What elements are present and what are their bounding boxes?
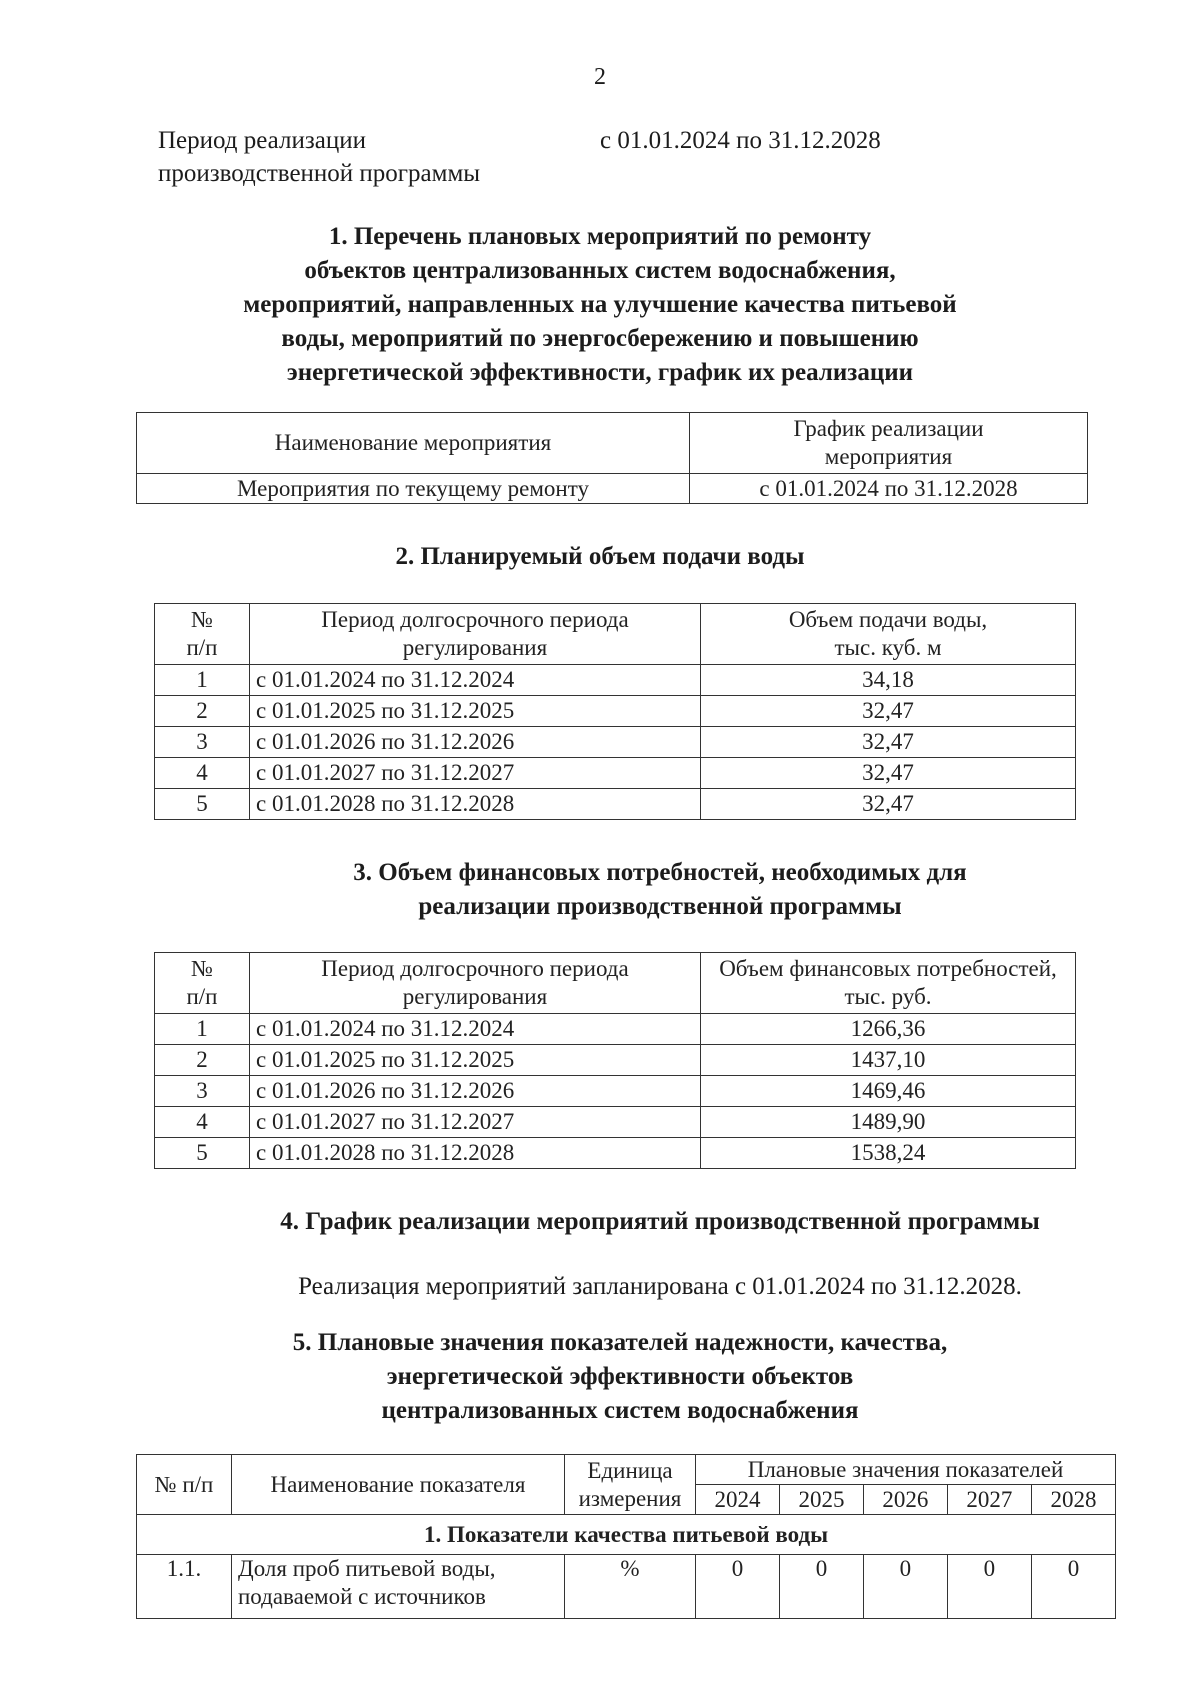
table-row [155,1138,1076,1169]
table-row [155,727,1076,758]
page-number: 2 [594,64,606,90]
row-num: 3 [155,727,250,758]
header-year: 2024 [696,1485,780,1515]
row-volume: 32,47 [701,696,1076,727]
header-num: № п/п [137,1455,232,1515]
row-value: 0 [947,1555,1031,1619]
table-row [155,789,1076,820]
header-period: Период долгосрочного периода регулирования [250,953,701,1014]
row-volume: 32,47 [701,758,1076,789]
table-row [155,1045,1076,1076]
table-row [155,1014,1076,1045]
table-row [155,665,1076,696]
header-measure-schedule: График реализации мероприятия [690,413,1088,474]
row-period: с 01.01.2026 по 31.12.2026 [250,727,701,758]
section5-title: 5. Плановые значения показателей надежности, качества, энергетической эффективности объектов централизованных систем водоснабжения [292,1329,948,1424]
row-volume: 32,47 [701,789,1076,820]
header-measure-name: Наименование мероприятия [137,413,690,474]
header-volume: Объем подачи воды, тыс. куб. м [701,604,1076,665]
row-num: 5 [155,1138,250,1169]
financial-needs-table [154,952,1076,1169]
section2-title: 2. Планируемый объем подачи воды [395,543,805,570]
row-amount: 1489,90 [701,1107,1076,1138]
measure-name-cell: Мероприятия по текущему ремонту [137,474,690,504]
header-period: Период долгосрочного периода регулирования [250,604,701,665]
row-value: 0 [1031,1555,1115,1619]
row-value: 0 [779,1555,863,1619]
row-period: с 01.01.2028 по 31.12.2028 [250,789,701,820]
row-amount: 1266,36 [701,1014,1076,1045]
row-num: 1.1. [137,1555,232,1619]
row-amount: 1538,24 [701,1138,1076,1169]
measures-table [136,412,1088,504]
row-period: с 01.01.2025 по 31.12.2025 [250,696,701,727]
row-period: с 01.01.2028 по 31.12.2028 [250,1138,701,1169]
period-value: с 01.01.2024 по 31.12.2028 [600,127,881,154]
section4-text: Реализация мероприятий запланирована с 01.01.2024 по 31.12.2028. [298,1273,1022,1300]
section4-title: 4. График реализации мероприятий производственной программы [280,1208,1040,1235]
row-num: 1 [155,665,250,696]
table-row [155,1107,1076,1138]
group-header: 1. Показатели качества питьевой воды [137,1515,1116,1555]
header-year: 2025 [779,1485,863,1515]
indicators-table [136,1454,1116,1619]
header-num: № п/п [155,953,250,1014]
row-num: 3 [155,1076,250,1107]
period-label: Период реализации производственной программы [158,127,481,187]
row-unit: % [565,1555,696,1619]
row-value: 0 [863,1555,947,1619]
row-num: 4 [155,758,250,789]
table-row [155,1076,1076,1107]
row-num: 2 [155,696,250,727]
row-amount: 1437,10 [701,1045,1076,1076]
row-period: с 01.01.2025 по 31.12.2025 [250,1045,701,1076]
row-num: 4 [155,1107,250,1138]
table-row [137,474,1088,504]
header-indicator-name: Наименование показателя [232,1455,565,1515]
section3-title: 3. Объем финансовых потребностей, необходимых для реализации производственной программы [353,859,967,920]
table-row [137,1555,1116,1619]
header-unit: Единица измерения [565,1455,696,1515]
row-num: 1 [155,1014,250,1045]
section1-title: 1. Перечень плановых мероприятий по ремонту объектов централизованных систем водоснабжения, мероприятий, направленных на улучшение качества питьевой воды, мероприятий по энергосбережению и повышению энергетической эффективности, график их реализации [243,223,957,386]
header-num: № п/п [155,604,250,665]
header-year: 2028 [1031,1485,1115,1515]
row-volume: 34,18 [701,665,1076,696]
header-planned-values: Плановые значения показателей [696,1455,1116,1485]
row-period: с 01.01.2027 по 31.12.2027 [250,1107,701,1138]
row-num: 5 [155,789,250,820]
header-year: 2026 [863,1485,947,1515]
row-volume: 32,47 [701,727,1076,758]
water-supply-table [154,603,1076,820]
table-row [155,758,1076,789]
row-period: с 01.01.2026 по 31.12.2026 [250,1076,701,1107]
row-period: с 01.01.2027 по 31.12.2027 [250,758,701,789]
row-indicator-name: Доля проб питьевой воды, подаваемой с источников [232,1555,565,1619]
measure-schedule-cell: с 01.01.2024 по 31.12.2028 [690,474,1088,504]
header-financial: Объем финансовых потребностей, тыс. руб. [701,953,1076,1014]
table-row [155,696,1076,727]
header-year: 2027 [947,1485,1031,1515]
row-period: с 01.01.2024 по 31.12.2024 [250,665,701,696]
row-value: 0 [696,1555,780,1619]
row-period: с 01.01.2024 по 31.12.2024 [250,1014,701,1045]
row-num: 2 [155,1045,250,1076]
row-amount: 1469,46 [701,1076,1076,1107]
